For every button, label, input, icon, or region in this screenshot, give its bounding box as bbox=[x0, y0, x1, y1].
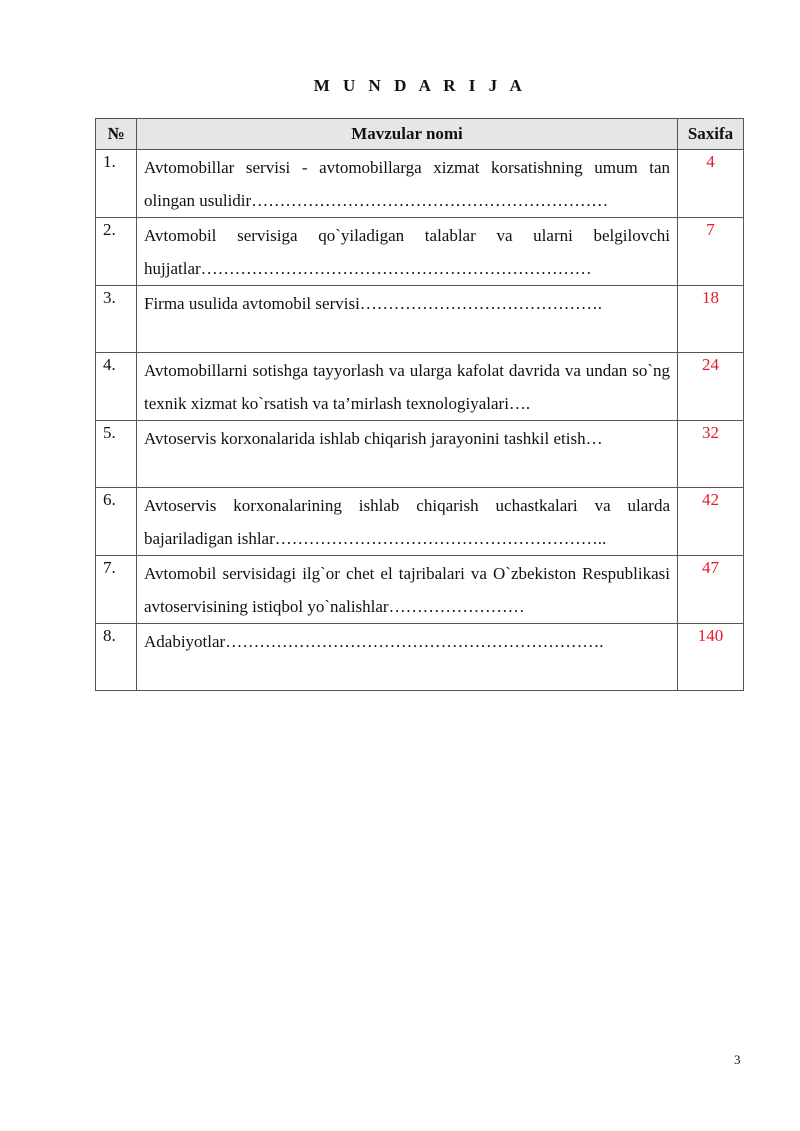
row-page: 32 bbox=[678, 421, 744, 488]
row-topic: Firma usulida avtomobil servisi……………………………………. bbox=[137, 286, 678, 353]
table-row bbox=[96, 624, 744, 691]
row-topic: Avtoservis korxonalarida ishlab chiqarish jarayonini tashkil etish… bbox=[137, 421, 678, 488]
table-row bbox=[96, 150, 744, 218]
row-number: 7. bbox=[96, 556, 137, 624]
table-row bbox=[96, 556, 744, 624]
row-topic: Avtomobil servisidagi ilg`or chet el tajribalari va O`zbekiston Respublikasi avtoservisining istiqbol yo`nalishlar…………………… bbox=[137, 556, 678, 624]
table-row bbox=[96, 286, 744, 353]
row-page: 18 bbox=[678, 286, 744, 353]
table-header-row bbox=[96, 119, 744, 150]
row-number: 6. bbox=[96, 488, 137, 556]
page-number: 3 bbox=[734, 1052, 741, 1067]
row-page: 42 bbox=[678, 488, 744, 556]
row-number: 5. bbox=[96, 421, 137, 488]
row-page: 24 bbox=[678, 353, 744, 421]
row-topic: Avtomobillar servisi - avtomobillarga xizmat korsatishning umum tan olingan usulidir……………………………………………………… bbox=[137, 150, 678, 218]
row-page: 7 bbox=[678, 218, 744, 286]
row-topic: Avtomobillarni sotishga tayyorlash va ularga kafolat davrida va undan so`ng texnik xizmat ko`rsatish va ta’mirlash texnologiyalari…. bbox=[137, 353, 678, 421]
column-header-page: Saxifa bbox=[678, 119, 744, 150]
table-of-contents bbox=[95, 118, 744, 691]
column-header-number: № bbox=[96, 119, 137, 150]
row-topic: Avtomobil servisiga qo`yiladigan talablar va ularni belgilovchi hujjatlar…………………………………………………………… bbox=[137, 218, 678, 286]
row-number: 2. bbox=[96, 218, 137, 286]
document-title: M U N D A R I J A bbox=[313, 76, 527, 95]
row-page: 4 bbox=[678, 150, 744, 218]
row-number: 4. bbox=[96, 353, 137, 421]
row-page: 140 bbox=[678, 624, 744, 691]
row-page: 47 bbox=[678, 556, 744, 624]
column-header-topic: Mavzular nomi bbox=[137, 119, 678, 150]
table-row bbox=[96, 353, 744, 421]
table-row bbox=[96, 218, 744, 286]
row-number: 8. bbox=[96, 624, 137, 691]
row-topic: Avtoservis korxonalarining ishlab chiqarish uchastkalari va ularda bajariladigan ishlar………………………………………………….. bbox=[137, 488, 678, 556]
row-number: 3. bbox=[96, 286, 137, 353]
table-row bbox=[96, 421, 744, 488]
row-topic: Adabiyotlar…………………………………………………………. bbox=[137, 624, 678, 691]
table-row bbox=[96, 488, 744, 556]
row-number: 1. bbox=[96, 150, 137, 218]
